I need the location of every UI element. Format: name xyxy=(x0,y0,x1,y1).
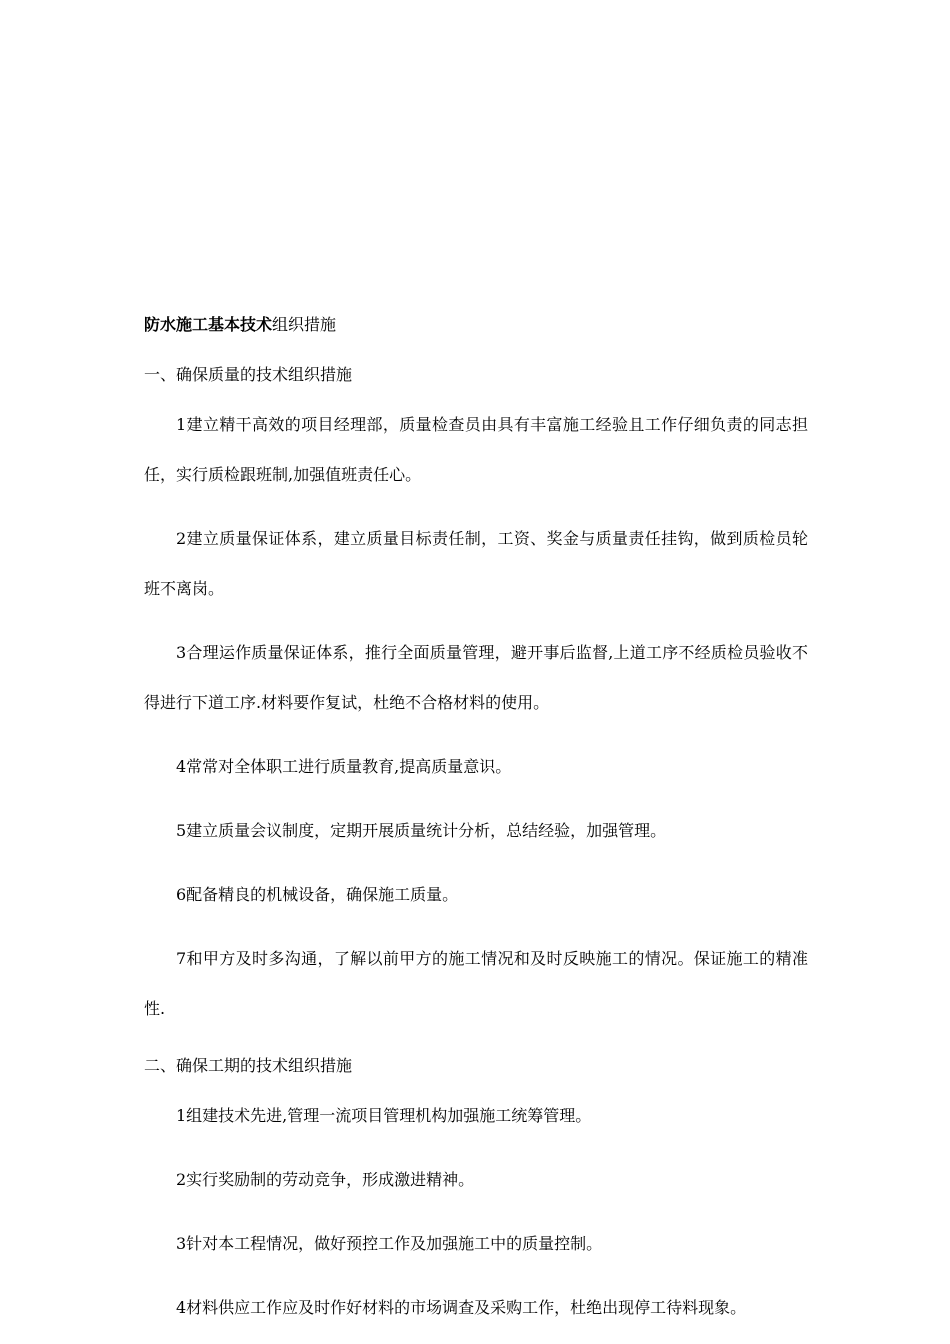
quality-measure-4: 4常常对全体职工进行质量教育,提高质量意识。 xyxy=(176,757,512,776)
schedule-measure-4: 4材料供应工作应及时作好材料的市场调查及采购工作，杜绝出现停工待料现象。 xyxy=(176,1298,747,1317)
schedule-measure-1: 1组建技术先进,管理一流项目管理机构加强施工统筹管理。 xyxy=(176,1106,592,1125)
schedule-measure-3: 3针对本工程情况，做好预控工作及加强施工中的质量控制。 xyxy=(176,1234,603,1253)
section-heading-quality: 一、确保质量的技术组织措施 xyxy=(144,365,353,384)
quality-measure-1: 1建立精干高效的项目经理部，质量检查员由具有丰富施工经验且工作仔细负责的同志担任，实行质检跟班制,加强值班责任心。 xyxy=(144,415,808,484)
quality-measure-5: 5建立质量会议制度，定期开展质量统计分析，总结经验，加强管理。 xyxy=(176,821,667,840)
schedule-measure-2: 2实行奖励制的劳动竞争，形成激进精神。 xyxy=(176,1170,475,1189)
quality-measure-3: 3合理运作质量保证体系，推行全面质量管理，避开事后监督,上道工序不经质检员验收不得进行下道工序.材料要作复试，杜绝不合格材料的使用。 xyxy=(144,643,808,712)
document-title-bold: 防水施工基本技术 xyxy=(144,315,273,334)
quality-measure-2: 2建立质量保证体系，建立质量目标责任制，工资、奖金与质量责任挂钩，做到质检员轮班不离岗。 xyxy=(144,529,808,598)
document-title xyxy=(144,307,808,343)
quality-measure-7: 7和甲方及时多沟通，了解以前甲方的施工情况和及时反映施工的情况。保证施工的精准性. xyxy=(144,949,808,1018)
document-body xyxy=(144,307,808,1333)
document-title-normal: 组织措施 xyxy=(272,315,337,334)
quality-measure-6: 6配备精良的机械设备，确保施工质量。 xyxy=(176,885,459,904)
section-heading-schedule: 二、确保工期的技术组织措施 xyxy=(144,1056,353,1075)
